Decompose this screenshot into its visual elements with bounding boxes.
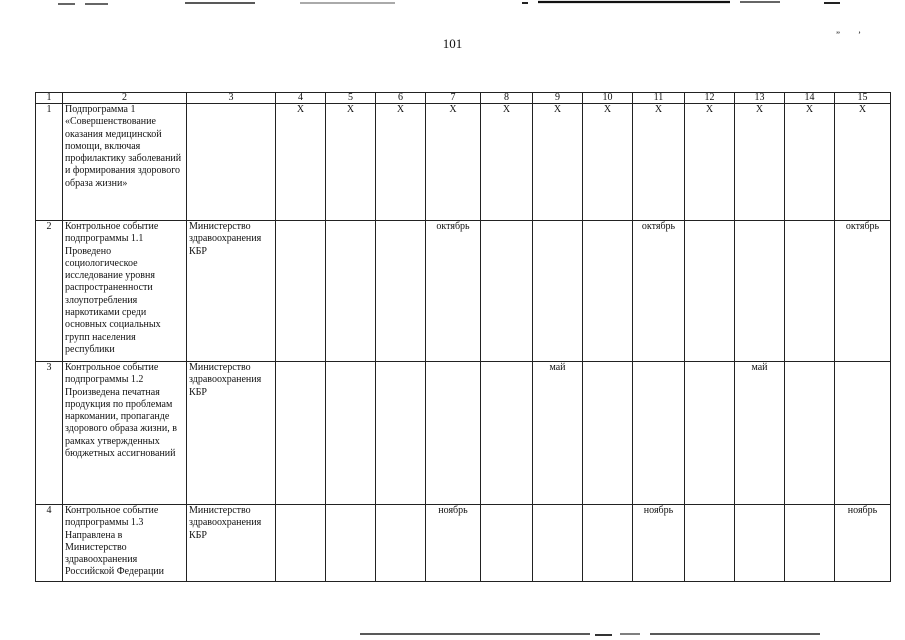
row-number: 1 [36,104,63,221]
header-cell: 4 [276,93,326,104]
row-executor: Министерство здравоохранения КБР [187,362,276,505]
row-title: Контрольное событие подпрограммы 1.3 Направлена в Министерство здравоохранения Российской Федерации [63,505,187,582]
header-cell: 7 [426,93,481,104]
period-cell: X [835,104,891,221]
period-cell [685,221,735,362]
period-cell: октябрь [426,221,481,362]
period-cell: X [376,104,426,221]
period-cell [785,221,835,362]
table-row [36,505,891,582]
period-cell: X [735,104,785,221]
period-cell [583,221,633,362]
period-cell [785,505,835,582]
period-cell [376,505,426,582]
period-cell [326,221,376,362]
row-title: Контрольное событие подпрограммы 1.2 Произведена печатная продукция по проблемам наркомании, пропаганде здорового образа жизни, в рамках утвержденных бюджетных ассигнований [63,362,187,505]
period-cell [583,505,633,582]
header-cell: 5 [326,93,376,104]
header-cell: 1 [36,93,63,104]
period-cell: X [685,104,735,221]
period-cell [785,362,835,505]
period-cell [326,362,376,505]
period-cell [835,362,891,505]
row-number: 3 [36,362,63,505]
page-number: 101 [442,36,463,51]
period-cell [633,362,685,505]
period-cell [685,505,735,582]
period-cell: октябрь [633,221,685,362]
row-number: 4 [36,505,63,582]
period-cell [533,505,583,582]
period-cell [583,362,633,505]
table-row [36,362,891,505]
header-row [36,93,891,104]
header-cell: 9 [533,93,583,104]
period-cell [685,362,735,505]
period-cell [481,221,533,362]
period-cell: ноябрь [633,505,685,582]
row-executor: Министерство здравоохранения КБР [187,221,276,362]
corner-mark: ’ [858,30,879,40]
period-cell: май [735,362,785,505]
scan-artifact-bottom [0,630,905,640]
header-cell: 11 [633,93,685,104]
period-cell: X [326,104,376,221]
period-cell: ноябрь [426,505,481,582]
period-cell: X [426,104,481,221]
row-title: Подпрограмма 1 «Совершенствование оказания медицинской помощи, включая профилактику заболеваний и формирования здорового образа жизни» [63,104,187,221]
row-executor: Министерство здравоохранения КБР [187,505,276,582]
period-cell: X [633,104,685,221]
period-cell: ноябрь [835,505,891,582]
period-cell [735,221,785,362]
row-title: Контрольное событие подпрограммы 1.1 Проведено социологическое исследование уровня распространенности злоупотребления наркотиками среди основных социальных групп населения республики [63,221,187,362]
period-cell [481,505,533,582]
header-cell: 2 [63,93,187,104]
period-cell [326,505,376,582]
period-cell [376,221,426,362]
row-number: 2 [36,221,63,362]
header-cell: 13 [735,93,785,104]
header-cell: 6 [376,93,426,104]
header-cell: 10 [583,93,633,104]
corner-mark: ” [836,30,858,40]
period-cell: май [533,362,583,505]
period-cell [276,221,326,362]
header-cell: 15 [835,93,891,104]
schedule-table [35,92,891,582]
header-cell: 8 [481,93,533,104]
scan-artifact-top [0,0,905,8]
period-cell [276,362,326,505]
period-cell [276,505,326,582]
table-row [36,104,891,221]
period-cell [533,221,583,362]
period-cell: X [481,104,533,221]
period-cell: октябрь [835,221,891,362]
row-executor [187,104,276,221]
period-cell [376,362,426,505]
period-cell: X [533,104,583,221]
table-row [36,221,891,362]
corner-marks [836,30,879,40]
header-cell: 3 [187,93,276,104]
period-cell [481,362,533,505]
period-cell: X [785,104,835,221]
header-cell: 12 [685,93,735,104]
period-cell [426,362,481,505]
period-cell [735,505,785,582]
period-cell: X [276,104,326,221]
period-cell: X [583,104,633,221]
header-cell: 14 [785,93,835,104]
